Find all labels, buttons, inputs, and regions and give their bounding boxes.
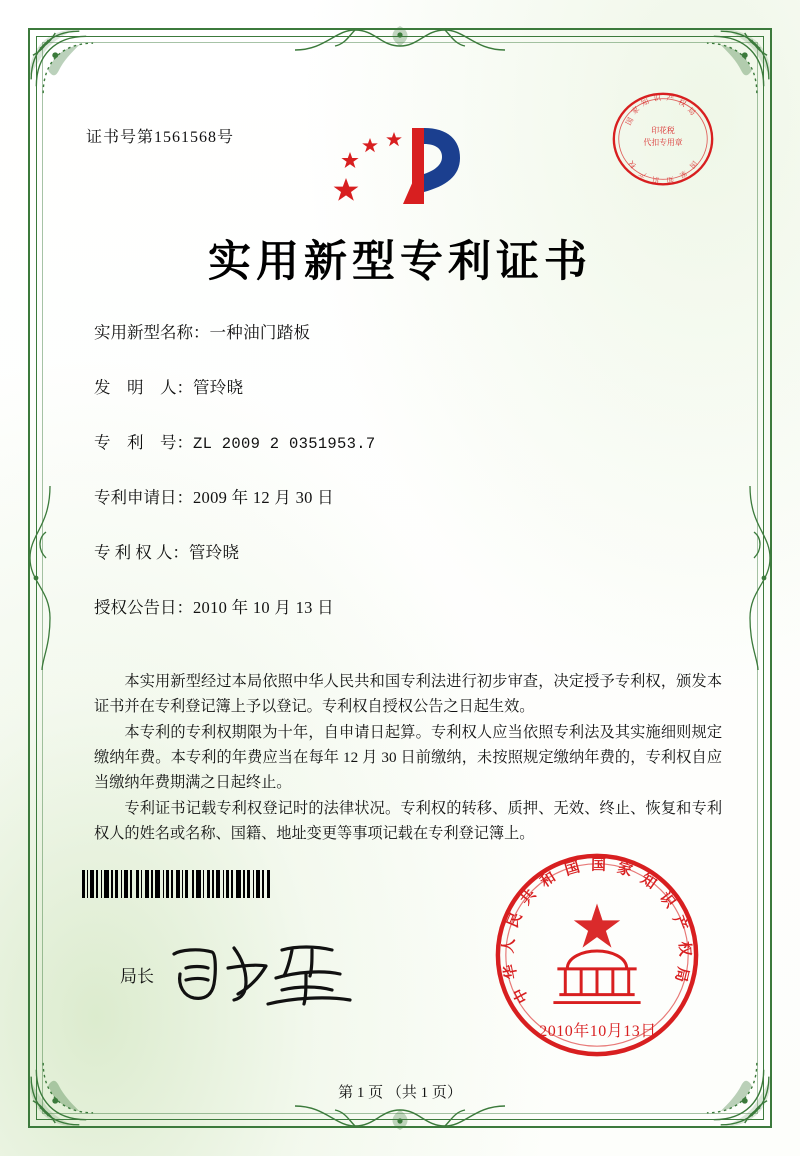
field-application-date (94, 488, 728, 508)
svg-text:知: 知 (665, 174, 675, 185)
field-patent-number (94, 433, 728, 454)
field-value: 2009 年 12 月 30 日 (193, 488, 334, 508)
svg-text:知: 知 (639, 96, 651, 108)
field-label: 实用新型名称： (94, 323, 210, 342)
svg-text:知: 知 (637, 869, 661, 893)
svg-text:家: 家 (629, 104, 642, 117)
svg-text:识: 识 (651, 174, 661, 185)
certificate-content (72, 78, 728, 1101)
svg-text:产: 产 (637, 168, 648, 181)
handwritten-signature-icon (164, 938, 374, 1010)
field-value: 2010 年 10 月 13 日 (193, 597, 334, 617)
field-label: 授权公告日： (94, 597, 193, 617)
svg-text:和: 和 (536, 867, 560, 891)
svg-text:国: 国 (687, 159, 700, 171)
seal-date: 2010年10月13日 (539, 1023, 657, 1040)
svg-text:共: 共 (516, 885, 540, 909)
right-edge-ornament-icon (744, 478, 778, 678)
svg-text:国: 国 (590, 855, 607, 874)
svg-text:家: 家 (615, 858, 635, 881)
barcode-icon (82, 870, 332, 898)
bottom-edge-ornament-icon (285, 1100, 515, 1134)
field-patentee (94, 543, 728, 563)
field-value: 管玲晓 (188, 542, 240, 562)
svg-text:代扣专用章: 代扣专用章 (643, 137, 683, 147)
field-value: 管玲晓 (193, 377, 244, 397)
svg-text:权: 权 (676, 97, 688, 109)
svg-text:局: 局 (671, 965, 693, 984)
field-grant-announcement-date (94, 598, 728, 618)
svg-text:国: 国 (562, 857, 582, 879)
svg-text:印花税: 印花税 (651, 126, 675, 136)
director-signature-row (120, 938, 374, 1010)
left-edge-ornament-icon (22, 478, 56, 678)
svg-text:局: 局 (685, 105, 698, 118)
field-utility-model-name (94, 323, 728, 343)
certificate-body-text (94, 670, 722, 848)
certificate-fields (94, 323, 728, 653)
page-title: 实用新型专利证书 (208, 237, 592, 287)
director-label: 局长 (120, 966, 154, 986)
paragraph: 本专利的专利权期限为十年，自申请日起算。专利权人应当依照专利法及其实施细则规定缴纳年费。本专利的年费应当在每年 12 月 30 日前缴纳，未按照规定缴纳年费的，专利权自应当缴纳年费期满之日起终止。 (94, 724, 722, 791)
field-label: 发 明 人： (94, 377, 193, 397)
svg-text:权: 权 (626, 159, 639, 171)
field-value: ZL 2009 2 0351953.7 (193, 434, 376, 453)
paragraph: 本实用新型经过本局依照中华人民共和国专利法进行初步审查，决定授予专利权，颁发本证书并在专利登记簿上予以登记。专利权自授权公告之日起生效。 (94, 673, 722, 715)
svg-text:人: 人 (498, 937, 518, 955)
svg-text:家: 家 (678, 168, 689, 181)
tax-seal-icon (604, 82, 722, 200)
svg-text:识: 识 (652, 93, 662, 104)
field-value: 一种油门踏板 (209, 323, 311, 342)
svg-text:权: 权 (675, 940, 695, 957)
svg-text:产: 产 (669, 912, 692, 934)
field-label: 专 利 号： (94, 432, 193, 452)
paragraph: 专利证书记载专利权登记时的法律状况。专利权的转移、质押、无效、终止、恢复和专利权人的姓名或名称、国籍、地址变更等事项记载在专利登记簿上。 (94, 800, 722, 842)
svg-text:识: 识 (656, 888, 680, 912)
field-inventor (94, 378, 728, 398)
field-label: 专利申请日： (94, 488, 193, 508)
page-footer: 第 1 页 （共 1 页） (338, 1085, 462, 1101)
field-label: 专 利 权 人： (94, 542, 189, 562)
svg-text:中: 中 (509, 984, 533, 1007)
top-edge-ornament-icon (285, 22, 515, 56)
certificate-number: 证书号第1561568号 (86, 129, 235, 146)
cnipa-logo-icon (320, 112, 480, 212)
svg-text:产: 产 (665, 93, 675, 104)
svg-text:国: 国 (623, 115, 636, 127)
svg-text:民: 民 (503, 909, 526, 931)
svg-text:华: 华 (500, 962, 521, 981)
